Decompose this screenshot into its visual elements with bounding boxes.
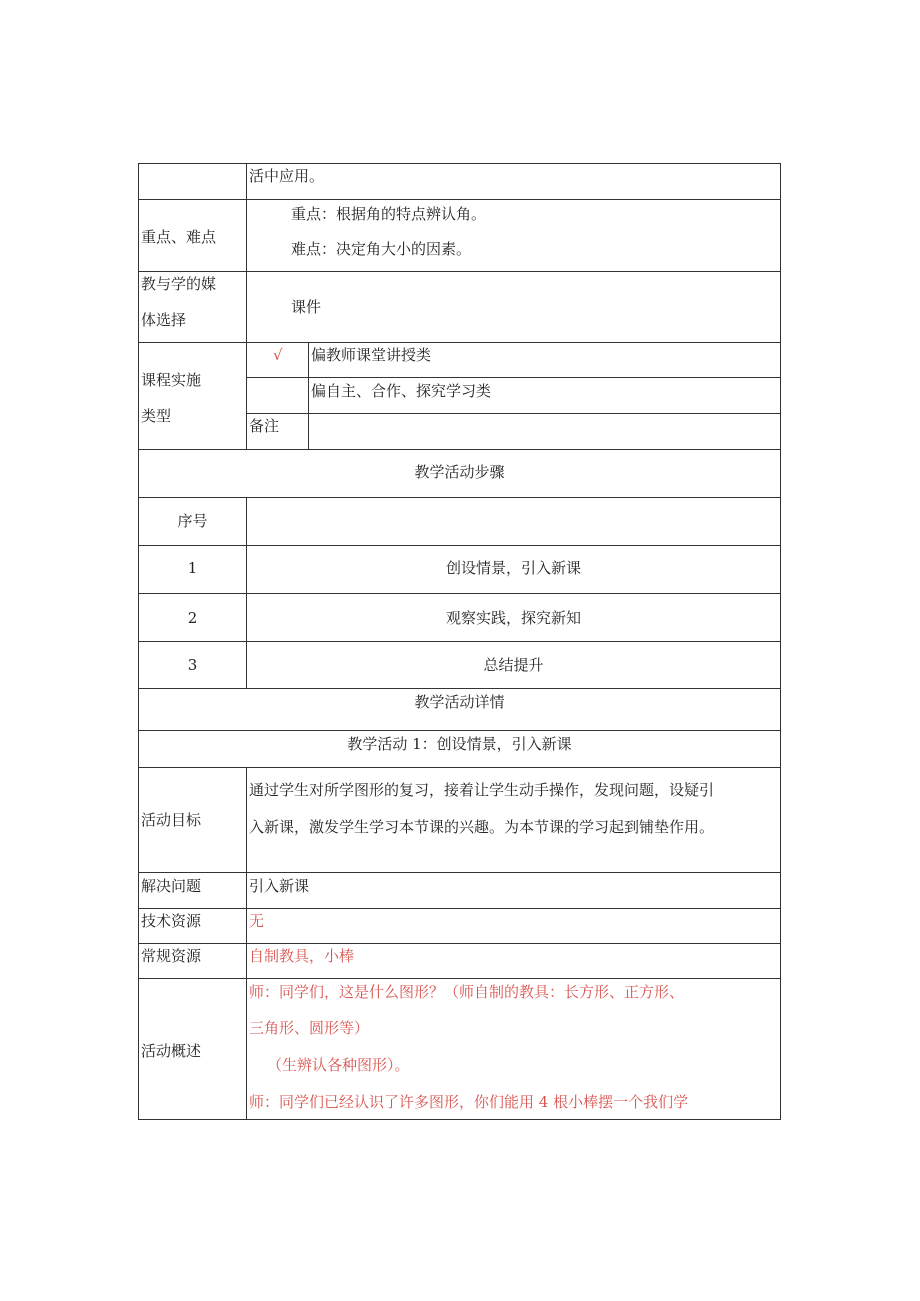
- step-no: 1: [187, 559, 198, 577]
- remark-label: 备注: [249, 417, 280, 435]
- course-type-label-cell: [138, 342, 247, 450]
- step-no: 3: [187, 656, 198, 674]
- regular-value: 自制教具，小棒: [249, 947, 355, 965]
- tech-value: 无: [249, 912, 265, 930]
- step-no-cell: [138, 545, 247, 594]
- remark-content-cell: [308, 413, 781, 450]
- step-text: 观察实践，探究新知: [445, 609, 581, 627]
- step-text-cell: [246, 545, 781, 594]
- goal-label: 活动目标: [141, 811, 202, 829]
- problem-value-cell: [246, 872, 781, 909]
- tech-label-cell: [138, 908, 247, 944]
- seq-header: 序号: [177, 512, 208, 530]
- step-text: 创设情景，引入新课: [445, 559, 581, 577]
- overview-label: 活动概述: [141, 1042, 202, 1060]
- key-point-text: 重点：根据角的特点辨认角。: [291, 205, 487, 223]
- overview-line1: 师：同学们，这是什么图形？（师自制的教具：长方形、正方形、: [249, 983, 685, 1001]
- course-type-option2: 偏自主、合作、探究学习类: [311, 382, 492, 400]
- goal-line2: 入新课，激发学生学习本节课的兴趣。为本节课的学习起到铺垫作用。: [249, 818, 715, 836]
- step-text: 总结提升: [483, 656, 544, 674]
- tech-label: 技术资源: [141, 912, 202, 930]
- overview-content-cell: [246, 978, 781, 1120]
- difficult-point-text: 难点：决定角大小的因素。: [291, 240, 472, 258]
- step-no: 2: [187, 609, 198, 627]
- media-value: 课件: [291, 298, 322, 316]
- media-content-cell: [246, 271, 781, 343]
- step-no-cell: [138, 641, 247, 689]
- media-label-cell: [138, 271, 247, 343]
- details-title-cell: [138, 688, 781, 731]
- details-title: 教学活动详情: [414, 693, 505, 711]
- goal-line1: 通过学生对所学图形的复习，接着让学生动手操作，发现问题，设疑引: [249, 781, 715, 799]
- activity-title: 教学活动 1：创设情景，引入新课: [347, 735, 572, 753]
- step-text-cell: [246, 593, 781, 642]
- row0-label-cell: [138, 163, 247, 200]
- key-points-content-cell: [246, 199, 781, 272]
- course-type-option1-cell: [308, 342, 781, 378]
- overview-label-cell: [138, 978, 247, 1120]
- row0-text: 活中应用。: [249, 167, 325, 185]
- seq-header-blank-cell: [246, 497, 781, 546]
- activity-title-cell: [138, 730, 781, 768]
- regular-value-cell: [246, 943, 781, 979]
- goal-label-cell: [138, 767, 247, 873]
- key-points-label-cell: [138, 199, 247, 272]
- problem-label: 解决问题: [141, 877, 202, 895]
- overview-line4: 师：同学们已经认识了许多图形，你们能用 4 根小棒摆一个我们学: [249, 1093, 689, 1111]
- media-label-line1: 教与学的媒: [141, 275, 217, 293]
- regular-label: 常规资源: [141, 947, 202, 965]
- media-label-line2: 体选择: [141, 311, 187, 329]
- steps-title: 教学活动步骤: [414, 463, 505, 481]
- row0-content-cell: [246, 163, 781, 200]
- problem-value: 引入新课: [249, 877, 310, 895]
- course-type-label-line1: 课程实施: [141, 371, 202, 389]
- seq-header-cell: [138, 497, 247, 546]
- course-type-option2-cell: [308, 377, 781, 414]
- key-points-label: 重点、难点: [141, 228, 217, 246]
- problem-label-cell: [138, 872, 247, 909]
- regular-label-cell: [138, 943, 247, 979]
- step-text-cell: [246, 641, 781, 689]
- overview-line2: 三角形、圆形等）: [249, 1019, 370, 1037]
- overview-line3: （生辨认各种图形）。: [267, 1056, 410, 1074]
- steps-title-cell: [138, 449, 781, 498]
- check-mark: √: [273, 346, 283, 364]
- goal-content-cell: [246, 767, 781, 873]
- step-no-cell: [138, 593, 247, 642]
- course-type-label-line2: 类型: [141, 407, 172, 425]
- course-type-option1: 偏教师课堂讲授类: [311, 346, 432, 364]
- tech-value-cell: [246, 908, 781, 944]
- remark-label-cell: [246, 413, 309, 450]
- course-type-check-cell-2: [246, 377, 309, 414]
- course-type-check-cell-1: [246, 342, 309, 378]
